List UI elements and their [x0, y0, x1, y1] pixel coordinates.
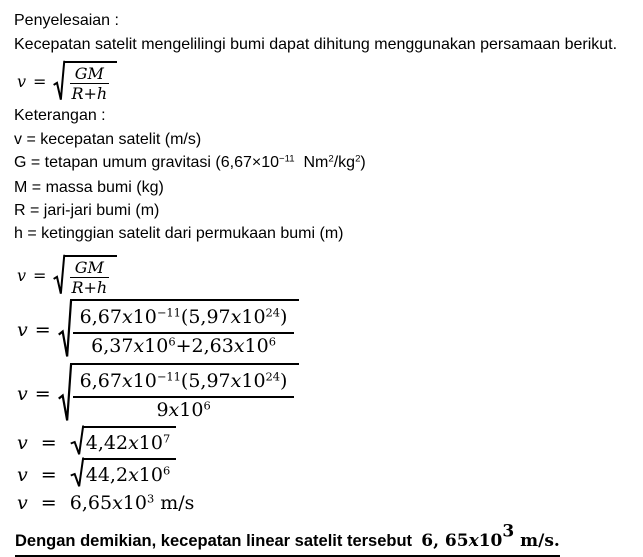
fraction — [66, 259, 112, 295]
text-run: v — [17, 382, 28, 405]
radicand — [71, 363, 300, 424]
text-run: = — [40, 432, 57, 454]
fraction-denominator — [149, 398, 217, 423]
definition-v — [14, 128, 635, 151]
text-run: G = tetapan umum gravitasi (6,67×10 — [14, 154, 280, 171]
text-run: = — [33, 72, 47, 91]
solution-description: Kecepatan satelit mengelilingi bumi dapat dihitung menggunakan persamaan berikut. — [14, 36, 618, 53]
radicand — [83, 426, 176, 456]
radical-icon — [53, 255, 65, 296]
text-run: 10 — [244, 335, 269, 357]
equation-lhs — [17, 319, 28, 341]
definition-g — [14, 151, 635, 176]
equation-general-formula — [14, 61, 635, 102]
equation-lhs — [17, 383, 28, 405]
radicand — [64, 61, 117, 102]
definition-m — [14, 176, 635, 199]
equation-lhs — [17, 464, 28, 486]
text-run: ) — [280, 306, 288, 328]
text-run: v — [17, 318, 28, 341]
text-run: = — [34, 318, 51, 341]
text-run: 3 — [502, 521, 515, 542]
text-run: ) — [360, 154, 366, 171]
text-run: 6 — [162, 463, 171, 478]
text-run: −11 — [279, 153, 295, 165]
text-run: v — [17, 464, 28, 486]
text-run: R+h — [71, 278, 108, 297]
text-run: 6,65 — [69, 492, 113, 514]
text-run: 10 — [122, 492, 147, 514]
text-run: 6 — [203, 398, 211, 413]
text-run: 6 — [168, 334, 176, 349]
text-run: 9 — [156, 399, 169, 421]
equation-lhs — [17, 72, 26, 91]
equals-sign — [41, 464, 57, 486]
equation-sqrt-step-2 — [14, 458, 635, 488]
fraction-numerator — [70, 259, 109, 278]
equation-lhs — [17, 266, 26, 285]
radical-icon — [58, 363, 72, 424]
text-run: Nm — [294, 154, 329, 171]
text-run: x — [112, 492, 123, 514]
equation-result — [14, 490, 635, 518]
text-run: 10 — [132, 306, 157, 328]
text-run: x — [128, 432, 139, 454]
text-run: v — [17, 266, 27, 285]
text-run: (5,97 — [180, 370, 231, 392]
equation-general-formula-repeat — [14, 255, 635, 296]
equals-sign — [41, 492, 57, 514]
text-run: 10 — [241, 306, 266, 328]
text-run: /kg — [333, 154, 356, 171]
text-run: 24 — [265, 305, 281, 320]
equals-sign — [33, 266, 46, 285]
text-run: 10 — [132, 370, 157, 392]
text-run: 2 — [328, 153, 334, 165]
radical-icon — [53, 61, 65, 102]
conclusion-statement — [15, 521, 560, 557]
equals-sign — [35, 319, 51, 341]
text-run: h = ketinggian satelit dari permukaan bumi (m) — [14, 225, 344, 242]
conclusion-row — [14, 521, 635, 557]
text-run: 10 — [138, 464, 163, 486]
text-run: R = jari-jari bumi (m) — [14, 202, 160, 219]
equals-sign — [41, 432, 57, 454]
radical-icon — [58, 299, 72, 360]
radical-icon — [70, 426, 84, 456]
radicand — [83, 458, 176, 488]
text-run: M = massa bumi (kg) — [14, 179, 164, 196]
square-root — [70, 458, 176, 488]
definition-h — [14, 222, 635, 245]
text-run: GM — [74, 258, 104, 277]
equation-simplified — [14, 363, 635, 424]
square-root — [70, 426, 176, 456]
text-run: 6, 65 — [421, 531, 469, 551]
text-run: x — [233, 335, 245, 357]
text-run: 6,37 — [91, 335, 134, 357]
text-run: 7 — [162, 431, 171, 446]
text-run: = — [34, 382, 51, 405]
radicand — [64, 255, 117, 296]
text-run: x — [230, 306, 242, 328]
text-run: x — [468, 531, 479, 551]
text-run: (5,97 — [180, 306, 231, 328]
fraction — [73, 366, 295, 423]
text-run: +2,63 — [175, 335, 234, 357]
radical-icon — [70, 458, 84, 488]
text-run: 24 — [265, 369, 281, 384]
text-run: m/s — [154, 492, 195, 514]
equation-lhs — [17, 492, 28, 514]
text-run: 3 — [146, 491, 155, 506]
text-run: Dengan demikian, kecepatan linear satelit tersebut — [15, 532, 422, 550]
text-run: v — [17, 492, 28, 514]
text-run: 2 — [355, 153, 361, 165]
text-run: −11 — [156, 369, 181, 384]
equation-sqrt-step-1 — [14, 426, 635, 456]
text-run: 44,2 — [85, 464, 129, 486]
text-run: 10 — [138, 432, 163, 454]
text-run: 6,67 — [79, 306, 122, 328]
square-root — [58, 299, 300, 360]
fraction-numerator — [70, 65, 109, 84]
square-root — [53, 61, 117, 102]
text-run: v = kecepatan satelit (m/s) — [14, 131, 202, 148]
solution-heading: Penyelesaian : — [14, 12, 119, 29]
square-root — [58, 363, 300, 424]
equals-sign — [33, 72, 46, 91]
text-run: m/s. — [514, 531, 560, 551]
text-run: x — [133, 335, 145, 357]
text-run: x — [230, 370, 242, 392]
radicand — [71, 299, 300, 360]
text-run: x — [121, 306, 133, 328]
fraction-numerator — [73, 366, 295, 398]
fraction — [73, 302, 295, 359]
fraction-denominator — [66, 278, 112, 295]
text-run: = — [40, 492, 57, 514]
text-run: −11 — [156, 305, 181, 320]
text-run: 10 — [241, 370, 266, 392]
definition-r — [14, 199, 635, 222]
square-root — [53, 255, 117, 296]
text-run: R+h — [71, 84, 108, 103]
text-run: 10 — [179, 399, 204, 421]
text-run: = — [33, 266, 47, 285]
text-run: x — [121, 370, 133, 392]
text-run: v — [17, 72, 27, 91]
text-run: 10 — [144, 335, 169, 357]
equals-sign — [35, 383, 51, 405]
text-run: x — [128, 464, 139, 486]
text-run: 6 — [268, 334, 276, 349]
fraction-numerator — [73, 302, 295, 334]
equation-lhs — [17, 432, 28, 454]
fraction-denominator — [84, 334, 283, 359]
text-run: 4,42 — [85, 432, 129, 454]
text-run: GM — [74, 64, 104, 83]
fraction — [66, 65, 112, 101]
text-run: v — [17, 432, 28, 454]
text-run: 10 — [478, 531, 503, 551]
text-run: x — [168, 399, 180, 421]
text-run: = — [40, 464, 57, 486]
result-value — [70, 492, 195, 514]
fraction-denominator — [66, 84, 112, 101]
keterangan-heading: Keterangan : — [14, 107, 106, 124]
text-run: 6,67 — [79, 370, 122, 392]
text-run: ) — [280, 370, 288, 392]
equation-substitution — [14, 299, 635, 360]
